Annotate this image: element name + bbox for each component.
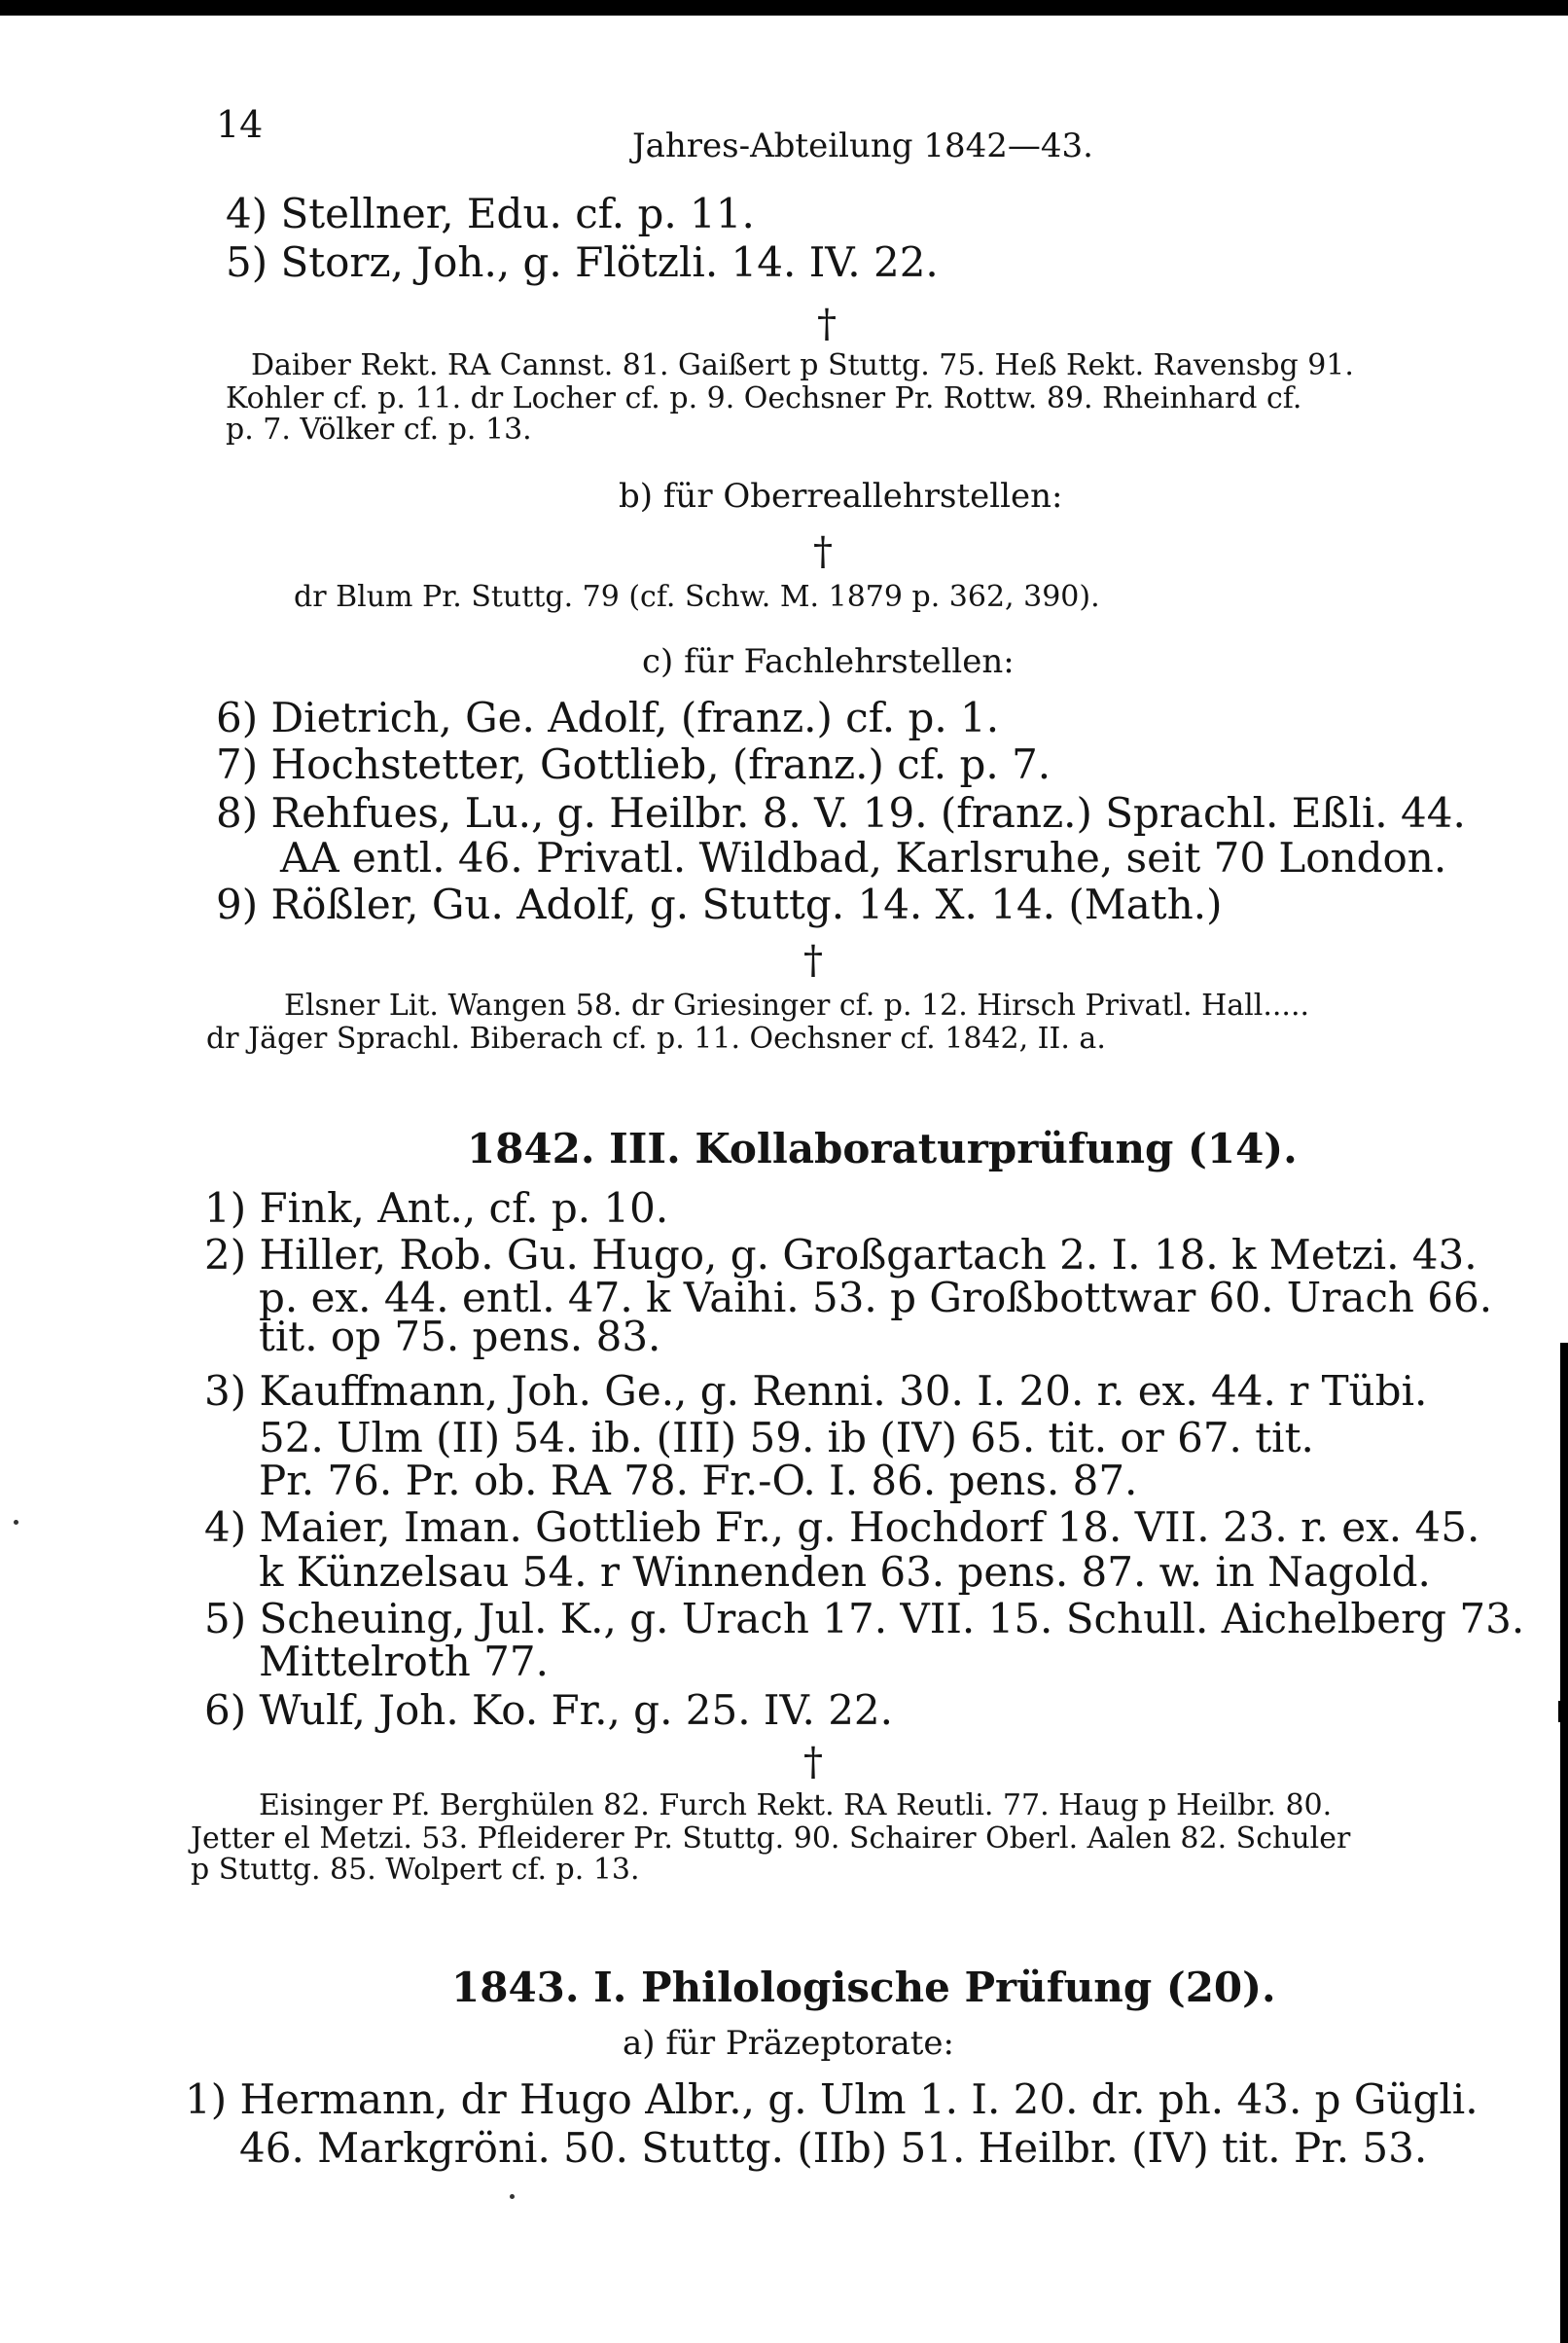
deceased-line: Eisinger Pf. Berghülen 82. Furch Rekt. RA Reutli. 77. Haug p Heilbr. 80.	[259, 1788, 1333, 1822]
entry-line: 3) Kauffmann, Joh. Ge., g. Renni. 30. I. 20. r. ex. 44. r Tübi.	[204, 1367, 1428, 1415]
entry-line: 2) Hiller, Rob. Gu. Hugo, g. Großgartach 2. I. 18. k Metzi. 43.	[204, 1231, 1478, 1279]
entry-line: 9) Rößler, Gu. Adolf, g. Stuttg. 14. X. 14. (Math.)	[216, 881, 1223, 928]
deceased-line: Jetter el Metzi. 53. Pfleiderer Pr. Stuttg. 90. Schairer Oberl. Aalen 82. Schuler	[191, 1821, 1351, 1856]
entry-line: 4) Maier, Iman. Gottlieb Fr., g. Hochdorf 18. VII. 23. r. ex. 45.	[204, 1503, 1480, 1551]
dagger-symbol: †	[813, 529, 833, 574]
subsection-heading: b) für Oberreallehrstellen:	[619, 477, 1063, 516]
entry-continuation: k Künzelsau 54. r Winnenden 63. pens. 87. w. in Nagold.	[259, 1548, 1431, 1596]
section-heading: 1842. III. Kollaboraturprüfung (14).	[467, 1125, 1298, 1172]
dagger-symbol: †	[803, 938, 823, 983]
entry-line: 6) Wulf, Joh. Ko. Fr., g. 25. IV. 22.	[204, 1686, 893, 1734]
entry-line: 1) Fink, Ant., cf. p. 10.	[204, 1184, 669, 1232]
scan-speck	[14, 1520, 18, 1525]
entry-continuation: 46. Markgröni. 50. Stuttg. (IIb) 51. Heilbr. (IV) tit. Pr. 53.	[239, 2124, 1428, 2172]
entry-continuation: Mittelroth 77.	[259, 1638, 549, 1685]
deceased-line: Kohler cf. p. 11. dr Locher cf. p. 9. Oechsner Pr. Rottw. 89. Rheinhard cf.	[226, 381, 1302, 415]
entry-continuation: AA entl. 46. Privatl. Wildbad, Karlsruhe, seit 70 London.	[280, 834, 1447, 882]
entry-continuation: p. ex. 44. entl. 47. k Vaihi. 53. p Großbottwar 60. Urach 66.	[259, 1274, 1493, 1321]
page-number: 14	[216, 103, 264, 146]
scan-right-border	[1560, 1343, 1568, 2343]
deceased-line: Daiber Rekt. RA Cannst. 81. Gaißert p Stuttg. 75. Heß Rekt. Ravensbg 91.	[251, 348, 1354, 382]
dagger-symbol: †	[817, 302, 837, 346]
entry-continuation: tit. op 75. pens. 83.	[259, 1313, 661, 1360]
scan-edge-mark	[1558, 1701, 1568, 1722]
deceased-line: Elsner Lit. Wangen 58. dr Griesinger cf. p. 12. Hirsch Privatl. Hall.....	[284, 989, 1310, 1023]
subsection-heading: c) für Fachlehrstellen:	[642, 642, 1015, 681]
entry-line: 5) Storz, Joh., g. Flötzli. 14. IV. 22.	[226, 238, 939, 286]
entry-line: 8) Rehfues, Lu., g. Heilbr. 8. V. 19. (franz.) Sprachl. Eßli. 44.	[216, 789, 1466, 837]
scan-top-border	[0, 0, 1568, 16]
deceased-line: dr Blum Pr. Stuttg. 79 (cf. Schw. M. 1879 p. 362, 390).	[294, 580, 1100, 614]
subsection-heading: a) für Präzeptorate:	[623, 2024, 954, 2063]
dagger-symbol: †	[803, 1740, 823, 1784]
deceased-line: dr Jäger Sprachl. Biberach cf. p. 11. Oechsner cf. 1842, II. a.	[206, 1022, 1106, 1056]
entry-line: 1) Hermann, dr Hugo Albr., g. Ulm 1. I. 20. dr. ph. 43. p Gügli.	[185, 2075, 1479, 2123]
entry-line: 7) Hochstetter, Gottlieb, (franz.) cf. p. 7.	[216, 740, 1051, 788]
entry-line: 5) Scheuing, Jul. K., g. Urach 17. VII. 15. Schull. Aichelberg 73.	[204, 1595, 1525, 1642]
entry-continuation: Pr. 76. Pr. ob. RA 78. Fr.-O. I. 86. pens. 87.	[259, 1457, 1138, 1504]
section-heading: 1843. I. Philologische Prüfung (20).	[451, 1964, 1276, 2011]
entry-line: 6) Dietrich, Ge. Adolf, (franz.) cf. p. 1.	[216, 694, 1000, 741]
deceased-line: p Stuttg. 85. Wolpert cf. p. 13.	[191, 1853, 640, 1887]
entry-line: 4) Stellner, Edu. cf. p. 11.	[226, 190, 755, 237]
deceased-line: p. 7. Völker cf. p. 13.	[226, 413, 532, 447]
entry-continuation: 52. Ulm (II) 54. ib. (III) 59. ib (IV) 65. tit. or 67. tit.	[259, 1414, 1314, 1461]
scan-speck	[510, 2194, 515, 2199]
running-head: Jahres-Abteilung 1842—43.	[632, 126, 1093, 165]
